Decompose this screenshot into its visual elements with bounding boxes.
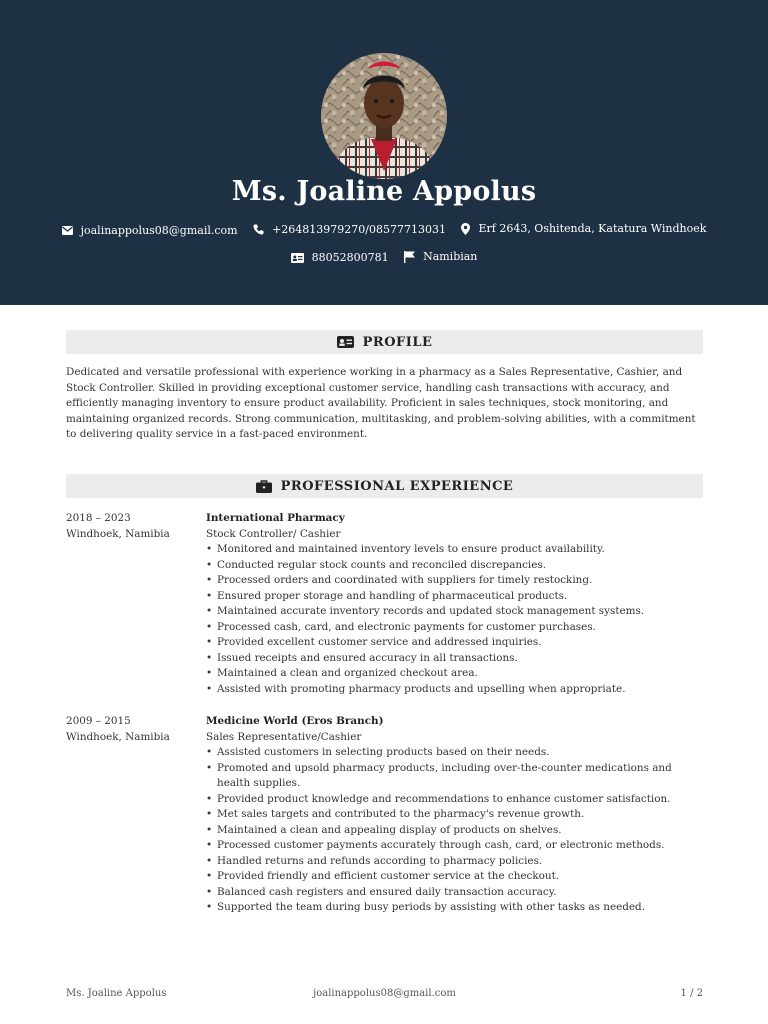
list-item: • Promoted and upsold pharmacy products, including over-the-counter medications and health supplies. <box>206 761 703 792</box>
contact-id-number <box>291 251 389 264</box>
job-location: Windhoek, Namibia <box>66 730 170 743</box>
job-bullets <box>206 542 703 697</box>
profile-heading-bar <box>66 330 703 354</box>
experience-heading: PROFESSIONAL EXPERIENCE <box>280 478 514 494</box>
job-meta <box>66 714 201 745</box>
profile-heading: PROFILE <box>362 334 433 350</box>
phone-text: +264813979270/08577713031 <box>272 222 446 236</box>
profile-photo <box>321 53 447 179</box>
job-dates: 2018 – 2023 <box>66 512 131 524</box>
job-company: International Pharmacy <box>206 512 345 524</box>
job-details <box>206 714 703 916</box>
list-item: • Balanced cash registers and ensured daily transaction accuracy. <box>206 885 703 901</box>
job-meta <box>66 511 201 542</box>
list-item: • Provided excellent customer service and addressed inquiries. <box>206 635 703 651</box>
nationality-text: Namibian <box>423 250 478 263</box>
envelope-icon <box>62 226 73 235</box>
page-footer <box>66 988 703 1004</box>
list-item: • Processed orders and coordinated with suppliers for timely restocking. <box>206 573 703 589</box>
list-item: • Ensured proper storage and handling of pharmaceutical products. <box>206 589 703 605</box>
id-number-text: 88052800781 <box>311 251 389 264</box>
id-card-icon <box>291 253 304 263</box>
page-number: 1 / 2 <box>680 988 703 999</box>
list-item: • Maintained a clean and appealing display of products on shelves. <box>206 823 703 839</box>
list-item: • Conducted regular stock counts and reconciled discrepancies. <box>206 558 703 574</box>
list-item: • Assisted customers in selecting products based on their needs. <box>206 745 703 761</box>
contact-row-primary <box>0 222 768 238</box>
job-title: Stock Controller/ Cashier <box>206 527 341 540</box>
list-item: • Met sales targets and contributed to the pharmacy's revenue growth. <box>206 807 703 823</box>
profile-summary: Dedicated and versatile professional with experience working in a pharmacy as a Sales Representative, Cashier, and Stock Controller. Skilled in providing exceptional customer service, handling cash transactions with accuracy, and efficiently managing inventory to ensure product availability. Proficient in sales techniques, stock monitoring, and maintaining organized records. Strong communication, multitasking, and problem-solving abilities, with a commitment to delivering quality service in a fast-paced environment. <box>66 366 696 440</box>
flag-icon <box>404 251 415 263</box>
contact-nationality <box>404 250 477 263</box>
experience-heading-bar <box>66 474 703 498</box>
job-company: Medicine World (Eros Branch) <box>206 715 384 727</box>
list-item: • Assisted with promoting pharmacy products and upselling when appropriate. <box>206 682 703 698</box>
footer-name: Ms. Joaline Appolus <box>66 988 167 999</box>
list-item: • Maintained a clean and organized checkout area. <box>206 666 703 682</box>
list-item: • Provided product knowledge and recommendations to enhance customer satisfaction. <box>206 792 703 808</box>
candidate-name: Ms. Joaline Appolus <box>231 176 537 207</box>
list-item: • Provided friendly and efficient customer service at the checkout. <box>206 869 703 885</box>
list-item: • Handled returns and refunds according to pharmacy policies. <box>206 854 703 870</box>
job-details <box>206 511 703 697</box>
list-item: • Supported the team during busy periods by assisting with other tasks as needed. <box>206 900 703 916</box>
job-title: Sales Representative/Cashier <box>206 730 362 743</box>
job-dates: 2009 – 2015 <box>66 715 131 727</box>
list-item: • Monitored and maintained inventory levels to ensure product availability. <box>206 542 703 558</box>
resume-header <box>0 0 768 305</box>
phone-icon <box>253 224 264 235</box>
map-pin-icon <box>461 223 470 235</box>
briefcase-icon <box>256 480 272 493</box>
footer-email: joalinappolus08@gmail.com <box>313 988 456 999</box>
job-bullets <box>206 745 703 916</box>
email-text: joalinappolus08@gmail.com <box>80 223 238 237</box>
contact-phone[interactable] <box>253 223 446 236</box>
address-text: Erf 2643, Oshitenda, Katatura Windhoek <box>478 222 707 235</box>
list-item: • Maintained accurate inventory records and updated stock management systems. <box>206 604 703 620</box>
contact-row-secondary <box>0 250 768 266</box>
id-card-icon <box>337 336 354 348</box>
contact-address <box>461 222 706 235</box>
list-item: • Issued receipts and ensured accuracy in all transactions. <box>206 651 703 667</box>
contact-email[interactable] <box>62 224 238 237</box>
list-item: • Processed customer payments accurately through cash, card, or electronic methods. <box>206 838 703 854</box>
list-item: • Processed cash, card, and electronic payments for customer purchases. <box>206 620 703 636</box>
job-location: Windhoek, Namibia <box>66 527 170 540</box>
